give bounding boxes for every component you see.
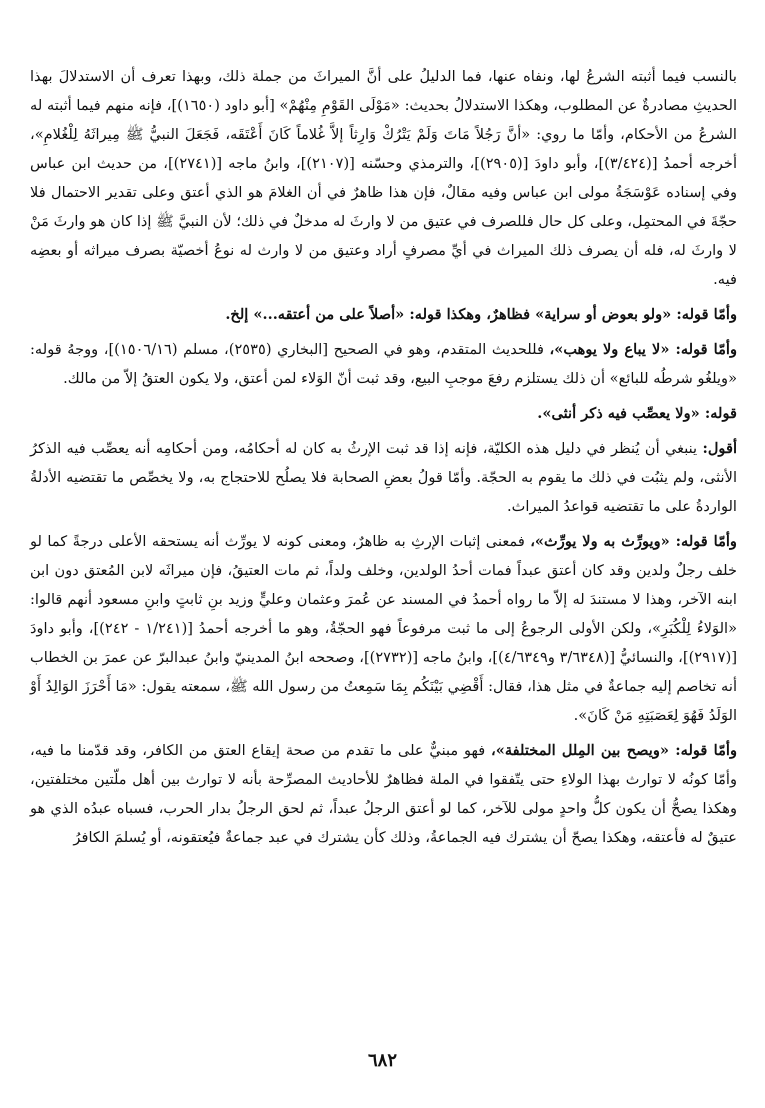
paragraph-1 <box>30 62 737 294</box>
paragraph-5-lead: أقول: <box>702 440 737 457</box>
paragraph-2-lead: وأمّا قوله: «ولو بعوض أو سراية» فظاهرٌ، وهكذا قوله: «أصلاً على من أعتقه...» إلخ. <box>225 306 737 323</box>
paragraph-7 <box>30 736 737 852</box>
paragraph-5 <box>30 434 737 521</box>
paragraph-5-text: ينبغي أن يُنظر في دليل هذه الكليّة، فإنه إذا قد ثبت الإرثُ به كان له أحكامُه، ومن أحكامِه أنه يعصِّب فيه الذكرُ الأنثى، ولم يثبُت في ذلك ما يقوم به الحجّة. وأمّا قولُ بعضِ الصحابة فلا يصلُح للاحتجاج به، ولا يخصِّص ما تقتضيه الأدلةُ الواردةُ على ما تقتضيه قواعدُ الميراث. <box>30 440 737 515</box>
paragraph-4 <box>30 399 737 428</box>
paragraph-6 <box>30 527 737 730</box>
paragraph-7-lead: وأمّا قوله: «ويصح بين المِلل المختلفة»، <box>491 742 737 759</box>
paragraph-3-lead: وأمّا قوله: «لا يباع ولا يوهب»، <box>549 341 737 358</box>
paragraph-7-text: فهو مبنيٌّ على ما تقدم من صحة إيقاع العتق من الكافر، وقد قدّمنا ما فيه، وأمّا كونُه لا توارث بهذا الولاءِ حتى يتّفقوا في الملة فظاهرٌ للأحاديث المصرِّحة بأنه لا توارث بين أهل ملّتين مختلفتين، وهكذا يصحُّ أن يكون كلُّ واحدٍ مولى للآخر، كما لو أعتق الرجلُ عبداً، ثم لحق الرجلُ بدار الحرب، فسباه عبدُه الذي هو عتيقٌ له فأعتقه، وهكذا يصحّ أن يشترك فيه الجماعةُ، وذلك كأن يشترك في عبد جماعةٌ فيُعتقونه، أو يُسلمَ الكافرُ <box>30 742 737 846</box>
paragraph-6-text: فمعنى إثبات الإرثِ به ظاهرٌ، ومعنى كونه لا يورِّث أنه يستحقه الأعلى درجةً كما لو خلف رجلٌ ولدين وقد كان أعتق عبداً فمات أحدُ الولدين، وخلف ولداً، ثم مات العتيقُ، فإن ميراثَه لابن المُعتق دون ابن ابنه الآخر، وهذا لا مستندَ له إلاّ ما رواه أحمدُ في المسند عن عُمرَ وعثمان وعليٍّ وزيد بنِ ثابتٍ وابنِ مسعود أنهم قالوا: «الوَلاءُ لِلْكُبَرِ»، ولكن الأولى الرجوعُ إلى ما ثبت مرفوعاً فهو الحجّةُ، وهو ما أخرجه أحمدُ [(١/٢٤١ - ٢٤٢)]، وأبو داودَ [(٢٩١٧)]، والنسائيُّ [(٣/٦٣٤٨ و٤/٦٣٤٩)]، وابنُ ماجه [(٢٧٣٢)]، وصححه ابنُ المدينيّ وابنُ عبدالبرّ عن عمرَ بن الخطاب أنه تخاصم إليه جماعةٌ في مثل هذا، فقال: أَقْضِي بَيْنَكُم بِمَا سَمِعتُ من رسول الله ﷺ، سمعته يقول: «مَا أَحْرَزَ الوَالِدُ أَوْ الوَلَدُ فَهُوَ لِعَصَبَتِهِ مَنْ كَانَ». <box>30 533 738 724</box>
paragraph-2 <box>30 300 737 329</box>
page-number: ٦٨٢ <box>367 1050 397 1071</box>
paragraph-6-lead: وأمّا قوله: «ويورِّث به ولا يورِّث»، <box>530 533 737 550</box>
paragraph-3-text: فللحديث المتقدم، وهو في الصحيح [البخاري (٢٥٣٥)، مسلم (١٥٠٦/١٦)]، ووجهُ قوله: «ويلغُو شرطُه للبائع» أن ذلك يستلزم رفعَ موجبِ البيع، وقد ثبت أنّ الوَلاء لمن أعتق، ولا يكون العتقُ إلاّ من مالك. <box>30 341 737 387</box>
page-body <box>30 62 737 852</box>
paragraph-4-lead: قوله: «ولا يعصِّب فيه ذكر أنثى». <box>537 405 737 422</box>
paragraph-3 <box>30 335 737 393</box>
paragraph-1-text: بالنسب فيما أثبته الشرعُ لها، ونفاه عنها، فما الدليلُ على أنَّ الميراثَ من جملة ذلك، وبهذا تعرف أن الاستدلالَ بهذا الحديثِ مصادرةٌ عن المطلوب، وهكذا الاستدلالُ بحديث: «مَوْلَى القَوْمِ مِنْهُمْ» [أبو داود (١٦٥٠)]، فإنه منهم فيما أثبته له الشرعُ من الأحكام، وأمّا ما روي: «أنَّ رَجُلاً مَاتَ وَلَمْ يَتْرُكْ وَارِثاً إلاَّ غُلاماً كَانَ أَعْتَقَه، فَجَعَلَ النبيُّ ﷺ مِيراثَهُ لِلْغُلامِ»، أخرجه أحمدُ [(٣/٤٢٤)]، وأبو داودَ [(٢٩٠٥)]، والترمذي وحسّنه [(٢١٠٧)]، وابنُ ماجه [(٢٧٤١)]، من حديث ابن عباس وفي إسناده عَوْسَجَةُ مولى ابن عباس وفيه مقالٌ، فإن هذا ظاهرٌ في أن الغلامَ هو الذي أعتق وعلى تقدير الاحتمال فلا حجّةَ في المحتمِل، وعلى كل حال فللصرف في عتيق من لا وارثَ له مدخلٌ في ذلك؛ لأن النبيَّ ﷺ إذا كان هو وارثَ مَنْ لا وارثَ له، فله أن يصرف ذلك الميراث في أيِّ مصرفٍ أراد وعتيق من لا وارث له نوعُ أخصيّة بصرف ميراثه أو بعضِه فيه. <box>30 68 738 288</box>
